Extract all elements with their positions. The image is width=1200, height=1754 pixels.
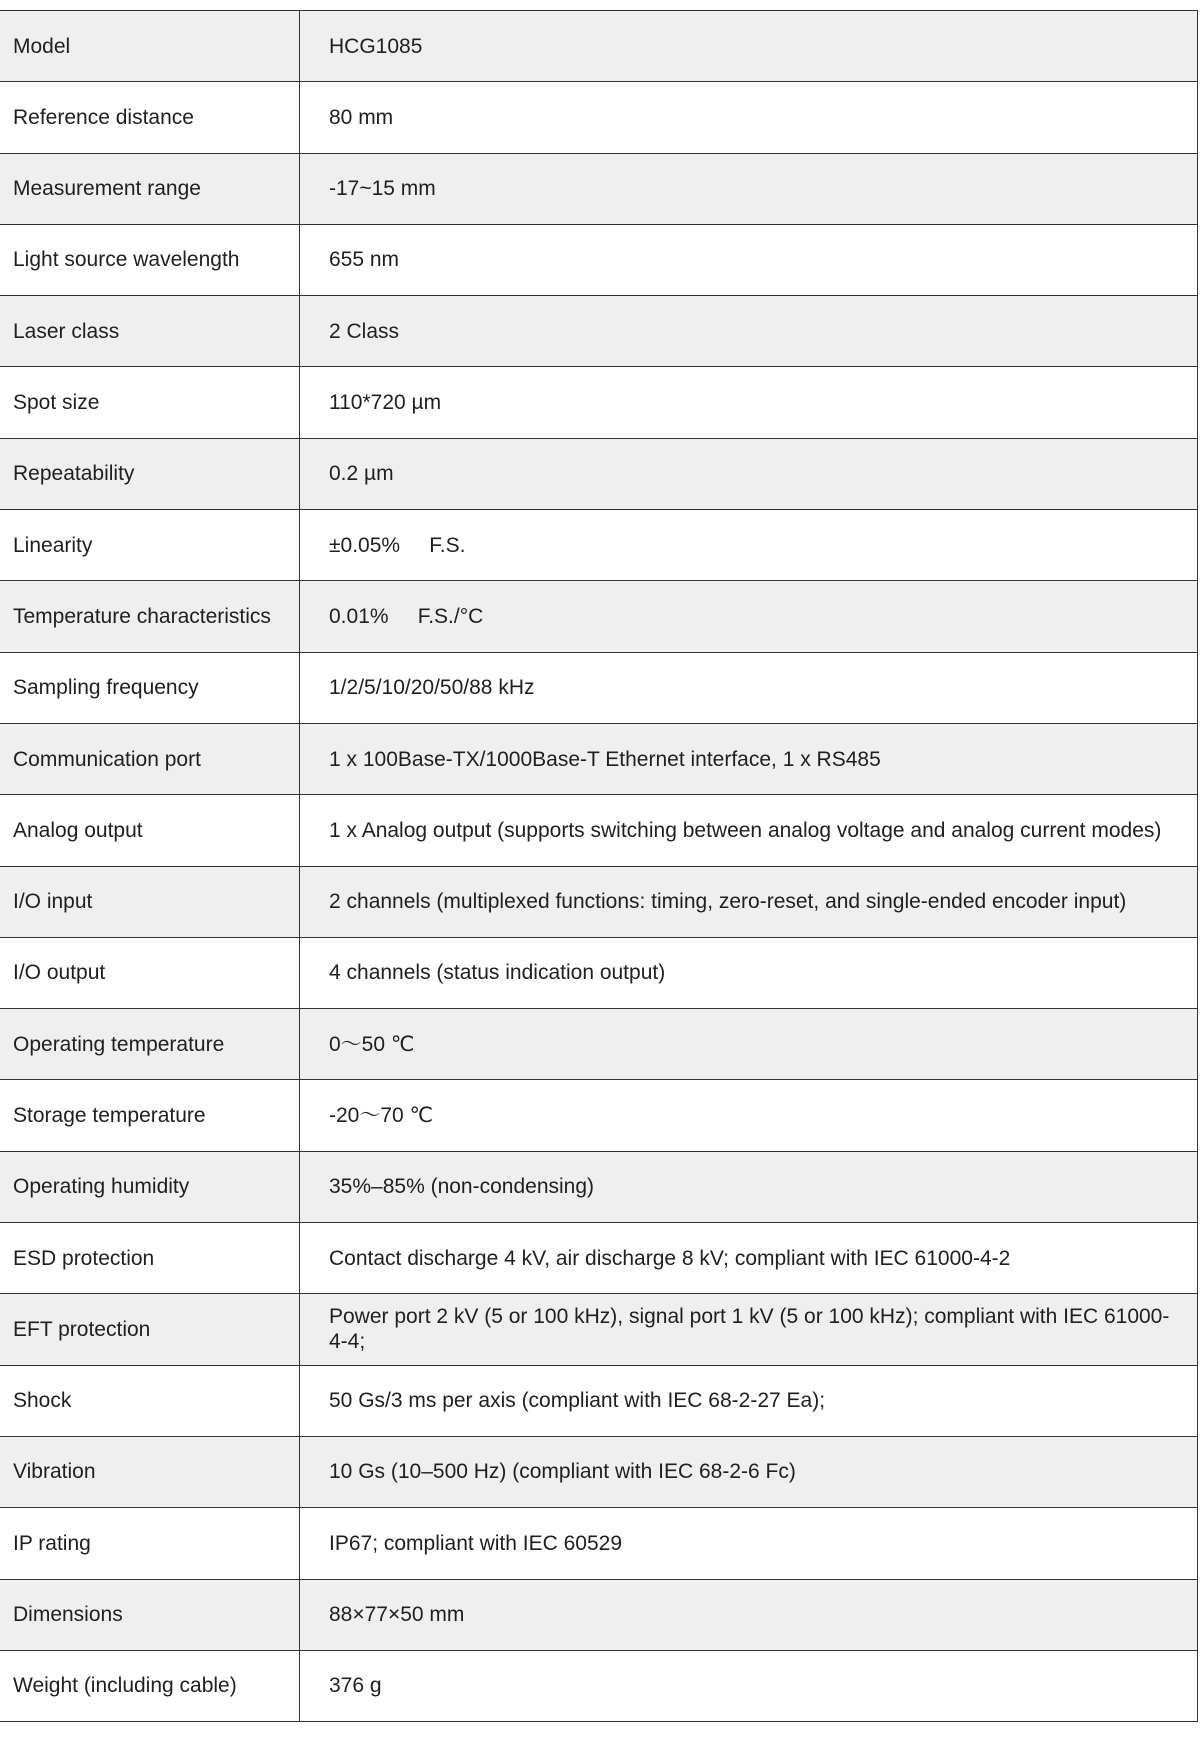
spec-value: 2 channels (multiplexed functions: timing, zero-reset, and single-ended encoder input) bbox=[300, 866, 1198, 937]
spec-row bbox=[0, 1223, 1198, 1294]
spec-row bbox=[0, 723, 1198, 794]
spec-label: Model bbox=[0, 11, 300, 82]
spec-row bbox=[0, 1080, 1198, 1151]
spec-label: I/O input bbox=[0, 866, 300, 937]
spec-value: -17~15 mm bbox=[300, 153, 1198, 224]
spec-row bbox=[0, 1151, 1198, 1222]
spec-value: ±0.05% F.S. bbox=[300, 510, 1198, 581]
spec-row bbox=[0, 581, 1198, 652]
spec-value: 88×77×50 mm bbox=[300, 1579, 1198, 1650]
spec-label: Laser class bbox=[0, 296, 300, 367]
spec-label: Light source wavelength bbox=[0, 224, 300, 295]
spec-value: 50 Gs/3 ms per axis (compliant with IEC 68-2-27 Ea); bbox=[300, 1365, 1198, 1436]
spec-label: Linearity bbox=[0, 510, 300, 581]
spec-value: 0.01% F.S./°C bbox=[300, 581, 1198, 652]
spec-label: Reference distance bbox=[0, 82, 300, 153]
spec-value: Contact discharge 4 kV, air discharge 8 kV; compliant with IEC 61000-4-2 bbox=[300, 1223, 1198, 1294]
spec-table bbox=[0, 10, 1198, 1722]
spec-row bbox=[0, 1508, 1198, 1579]
spec-value: IP67; compliant with IEC 60529 bbox=[300, 1508, 1198, 1579]
spec-value: 0～50 ℃ bbox=[300, 1009, 1198, 1080]
spec-value: 0.2 µm bbox=[300, 438, 1198, 509]
spec-label: Temperature characteristics bbox=[0, 581, 300, 652]
spec-value: -20～70 ℃ bbox=[300, 1080, 1198, 1151]
spec-value: 1/2/5/10/20/50/88 kHz bbox=[300, 652, 1198, 723]
spec-value: 80 mm bbox=[300, 82, 1198, 153]
spec-table-body bbox=[0, 11, 1198, 1722]
spec-label: EFT protection bbox=[0, 1294, 300, 1365]
spec-value: 1 x Analog output (supports switching between analog voltage and analog current modes) bbox=[300, 795, 1198, 866]
spec-value: 376 g bbox=[300, 1650, 1198, 1721]
spec-label: Analog output bbox=[0, 795, 300, 866]
spec-label: IP rating bbox=[0, 1508, 300, 1579]
spec-row bbox=[0, 438, 1198, 509]
spec-value: 655 nm bbox=[300, 224, 1198, 295]
spec-row bbox=[0, 1365, 1198, 1436]
spec-row bbox=[0, 1436, 1198, 1507]
spec-value: 110*720 µm bbox=[300, 367, 1198, 438]
spec-label: Repeatability bbox=[0, 438, 300, 509]
spec-label: Sampling frequency bbox=[0, 652, 300, 723]
spec-label: Operating humidity bbox=[0, 1151, 300, 1222]
spec-row bbox=[0, 937, 1198, 1008]
spec-row bbox=[0, 11, 1198, 82]
spec-label: Measurement range bbox=[0, 153, 300, 224]
spec-label: Dimensions bbox=[0, 1579, 300, 1650]
spec-row bbox=[0, 866, 1198, 937]
spec-label: Spot size bbox=[0, 367, 300, 438]
spec-label: Communication port bbox=[0, 723, 300, 794]
spec-row bbox=[0, 82, 1198, 153]
spec-row bbox=[0, 1009, 1198, 1080]
spec-value: HCG1085 bbox=[300, 11, 1198, 82]
spec-value: 10 Gs (10–500 Hz) (compliant with IEC 68-2-6 Fc) bbox=[300, 1436, 1198, 1507]
spec-value: Power port 2 kV (5 or 100 kHz), signal port 1 kV (5 or 100 kHz); compliant with IEC 61000-4-4; bbox=[300, 1294, 1198, 1365]
spec-value: 35%–85% (non-condensing) bbox=[300, 1151, 1198, 1222]
spec-row bbox=[0, 1579, 1198, 1650]
spec-row bbox=[0, 367, 1198, 438]
spec-value: 4 channels (status indication output) bbox=[300, 937, 1198, 1008]
spec-row bbox=[0, 224, 1198, 295]
spec-row bbox=[0, 1650, 1198, 1721]
spec-label: Storage temperature bbox=[0, 1080, 300, 1151]
spec-label: Operating temperature bbox=[0, 1009, 300, 1080]
spec-row bbox=[0, 795, 1198, 866]
spec-row bbox=[0, 510, 1198, 581]
spec-label: I/O output bbox=[0, 937, 300, 1008]
spec-row bbox=[0, 296, 1198, 367]
spec-row bbox=[0, 153, 1198, 224]
spec-label: Vibration bbox=[0, 1436, 300, 1507]
spec-label: Weight (including cable) bbox=[0, 1650, 300, 1721]
spec-value: 1 x 100Base-TX/1000Base-T Ethernet interface, 1 x RS485 bbox=[300, 723, 1198, 794]
spec-label: ESD protection bbox=[0, 1223, 300, 1294]
spec-row bbox=[0, 1294, 1198, 1365]
spec-value: 2 Class bbox=[300, 296, 1198, 367]
spec-label: Shock bbox=[0, 1365, 300, 1436]
spec-row bbox=[0, 652, 1198, 723]
